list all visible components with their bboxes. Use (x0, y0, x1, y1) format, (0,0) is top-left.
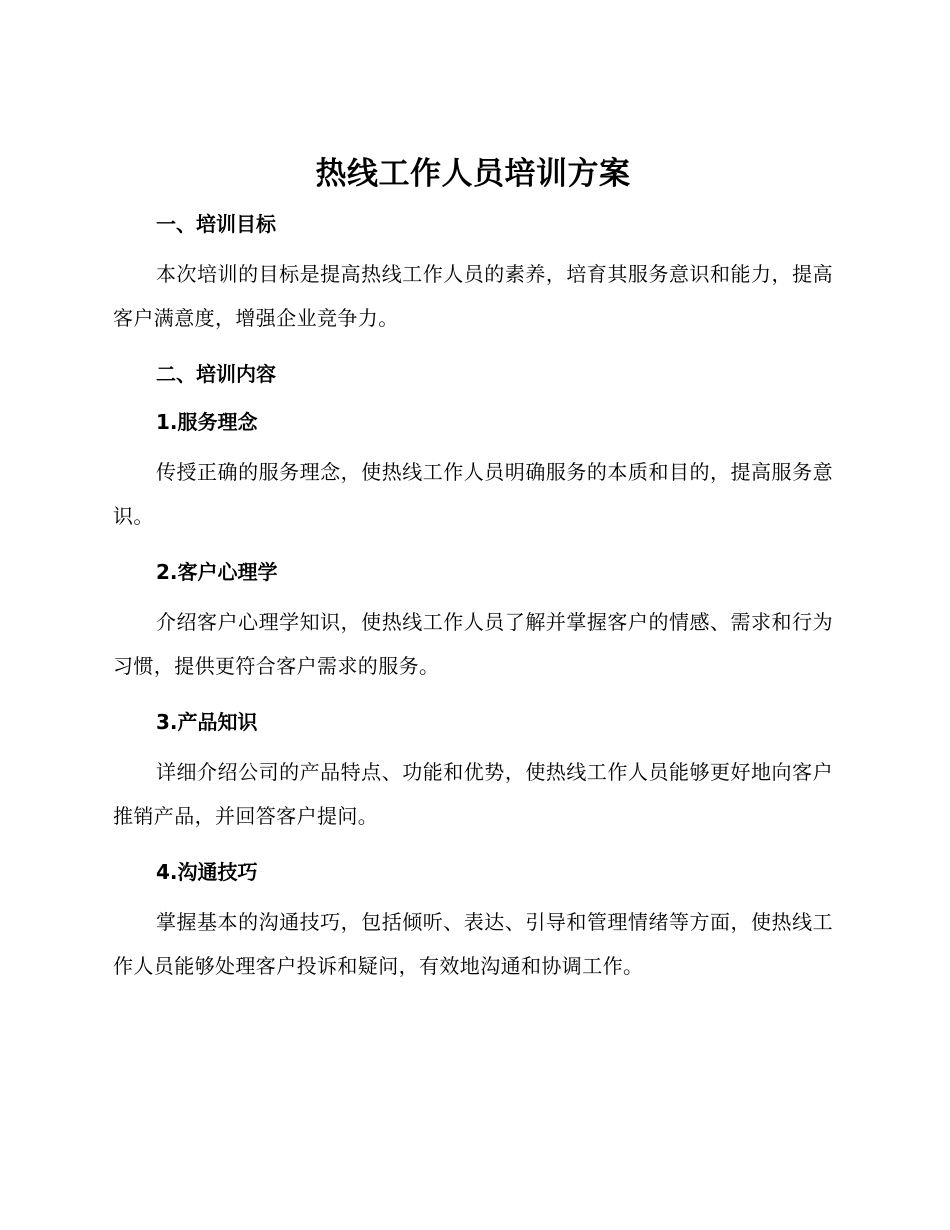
paragraph-communication-skills: 掌握基本的沟通技巧，包括倾听、表达、引导和管理情绪等方面，使热线工作人员能够处理客户投诉和疑问，有效地沟通和协调工作。 (113, 910, 833, 978)
paragraph-customer-psychology: 介绍客户心理学知识，使热线工作人员了解并掌握客户的情感、需求和行为习惯，提供更符合客户需求的服务。 (113, 610, 833, 678)
section-heading-training-goal: 一、培训目标 (156, 212, 276, 236)
paragraph-product-knowledge: 详细介绍公司的产品特点、功能和优势，使热线工作人员能够更好地向客户推销产品，并回答客户提问。 (113, 760, 833, 828)
subheading-customer-psychology: 2.客户心理学 (156, 560, 278, 584)
document-title: 热线工作人员培训方案 (315, 156, 631, 192)
section-heading-training-content: 二、培训内容 (156, 362, 276, 386)
paragraph-training-goal: 本次培训的目标是提高热线工作人员的素养，培育其服务意识和能力，提高客户满意度，增强企业竞争力。 (113, 262, 833, 330)
subheading-communication-skills: 4.沟通技巧 (156, 860, 258, 884)
subheading-service-concept: 1.服务理念 (156, 410, 258, 434)
document-body (113, 148, 833, 1002)
subheading-product-knowledge: 3.产品知识 (156, 710, 258, 734)
paragraph-service-concept: 传授正确的服务理念，使热线工作人员明确服务的本质和目的，提高服务意识。 (113, 460, 833, 528)
